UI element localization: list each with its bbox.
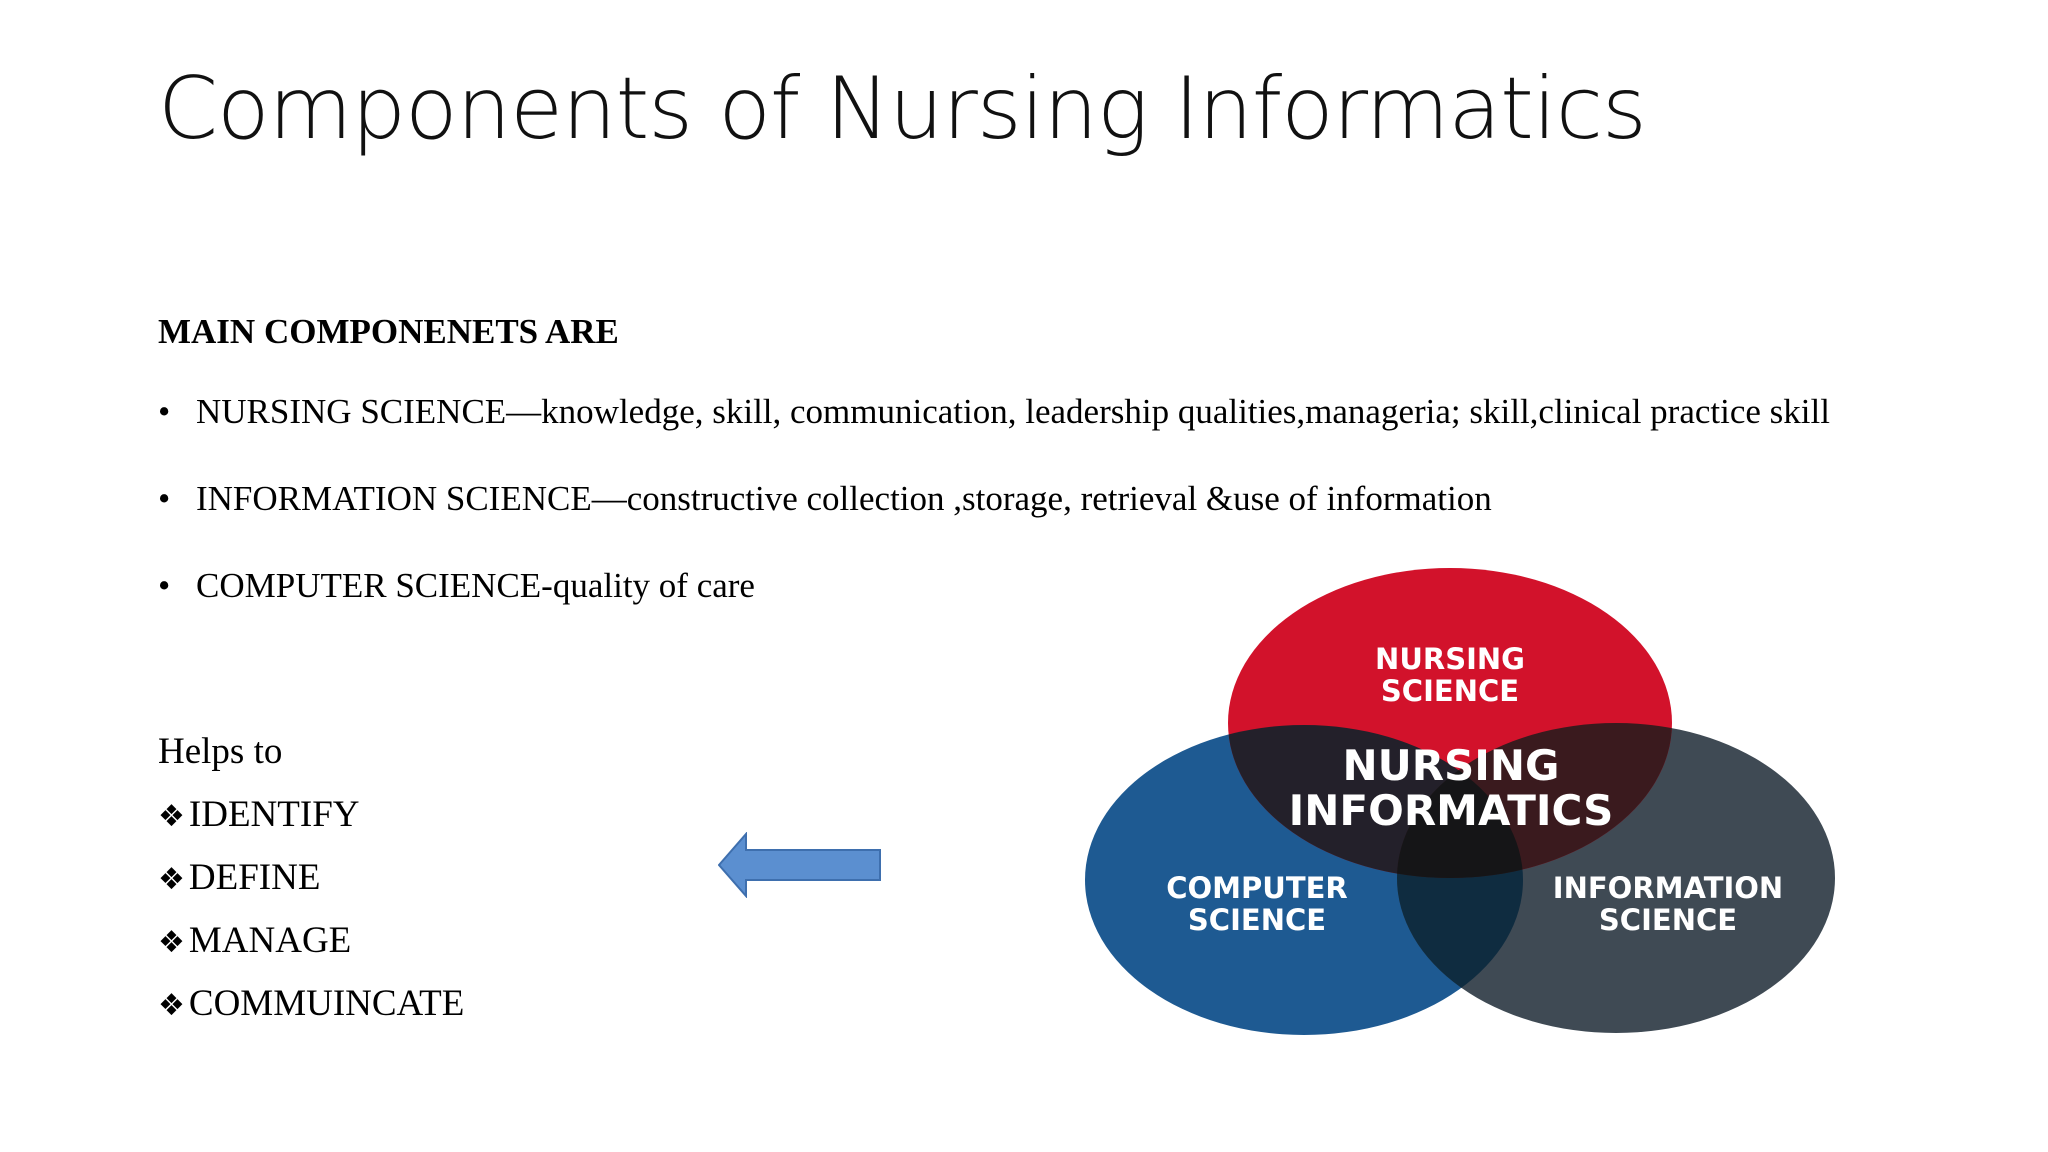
diamond-bullet-icon: ❖ <box>158 862 185 897</box>
computer-science-label-line1: COMPUTER <box>1166 871 1348 905</box>
nursing-science-label-line1: NURSING <box>1375 642 1525 676</box>
diamond-bullet-icon: ❖ <box>158 925 185 960</box>
list-item-define <box>158 856 464 900</box>
list-item-identify <box>158 793 464 837</box>
arrow-shape <box>719 834 880 896</box>
bullet-text: NURSING SCIENCE—knowledge, skill, communication, leadership qualities,manageria; skill,clinical practice skill <box>196 392 1830 431</box>
bullet-dot: • <box>158 479 171 518</box>
bullet-nursing-science <box>158 392 1830 432</box>
bullet-dot: • <box>158 566 171 605</box>
diamond-bullet-icon: ❖ <box>158 988 185 1023</box>
list-item-communicate <box>158 982 464 1026</box>
information-science-label-line2: SCIENCE <box>1598 903 1738 937</box>
slide-title: Components of Nursing Informatics <box>158 59 1646 159</box>
computer-science-label-line2: SCIENCE <box>1187 903 1327 937</box>
nursing-informatics-label-line1: NURSING <box>1342 741 1560 790</box>
bullet-information-science <box>158 479 1830 519</box>
nursing-informatics-label-line2: INFORMATICS <box>1288 786 1614 835</box>
list-item-label: IDENTIFY <box>188 794 360 835</box>
list-item-manage <box>158 919 464 963</box>
nursing-science-label-line2: SCIENCE <box>1380 674 1520 708</box>
diamond-bullet-icon: ❖ <box>158 799 185 834</box>
left-arrow-icon <box>718 832 882 898</box>
bullet-text: COMPUTER SCIENCE-quality of care <box>196 566 755 605</box>
section-heading: MAIN COMPONENETS ARE <box>158 312 619 351</box>
helps-to-list <box>158 793 464 1045</box>
list-item-label: DEFINE <box>188 857 321 898</box>
bullet-dot: • <box>158 392 171 431</box>
list-item-label: MANAGE <box>188 920 352 961</box>
list-item-label: COMMUINCATE <box>188 983 465 1024</box>
information-science-label-line1: INFORMATION <box>1552 871 1784 905</box>
helps-to-label: Helps to <box>158 731 283 772</box>
bullet-text: INFORMATION SCIENCE—constructive collection ,storage, retrieval &use of information <box>196 479 1492 518</box>
venn-diagram <box>1085 568 1835 1038</box>
